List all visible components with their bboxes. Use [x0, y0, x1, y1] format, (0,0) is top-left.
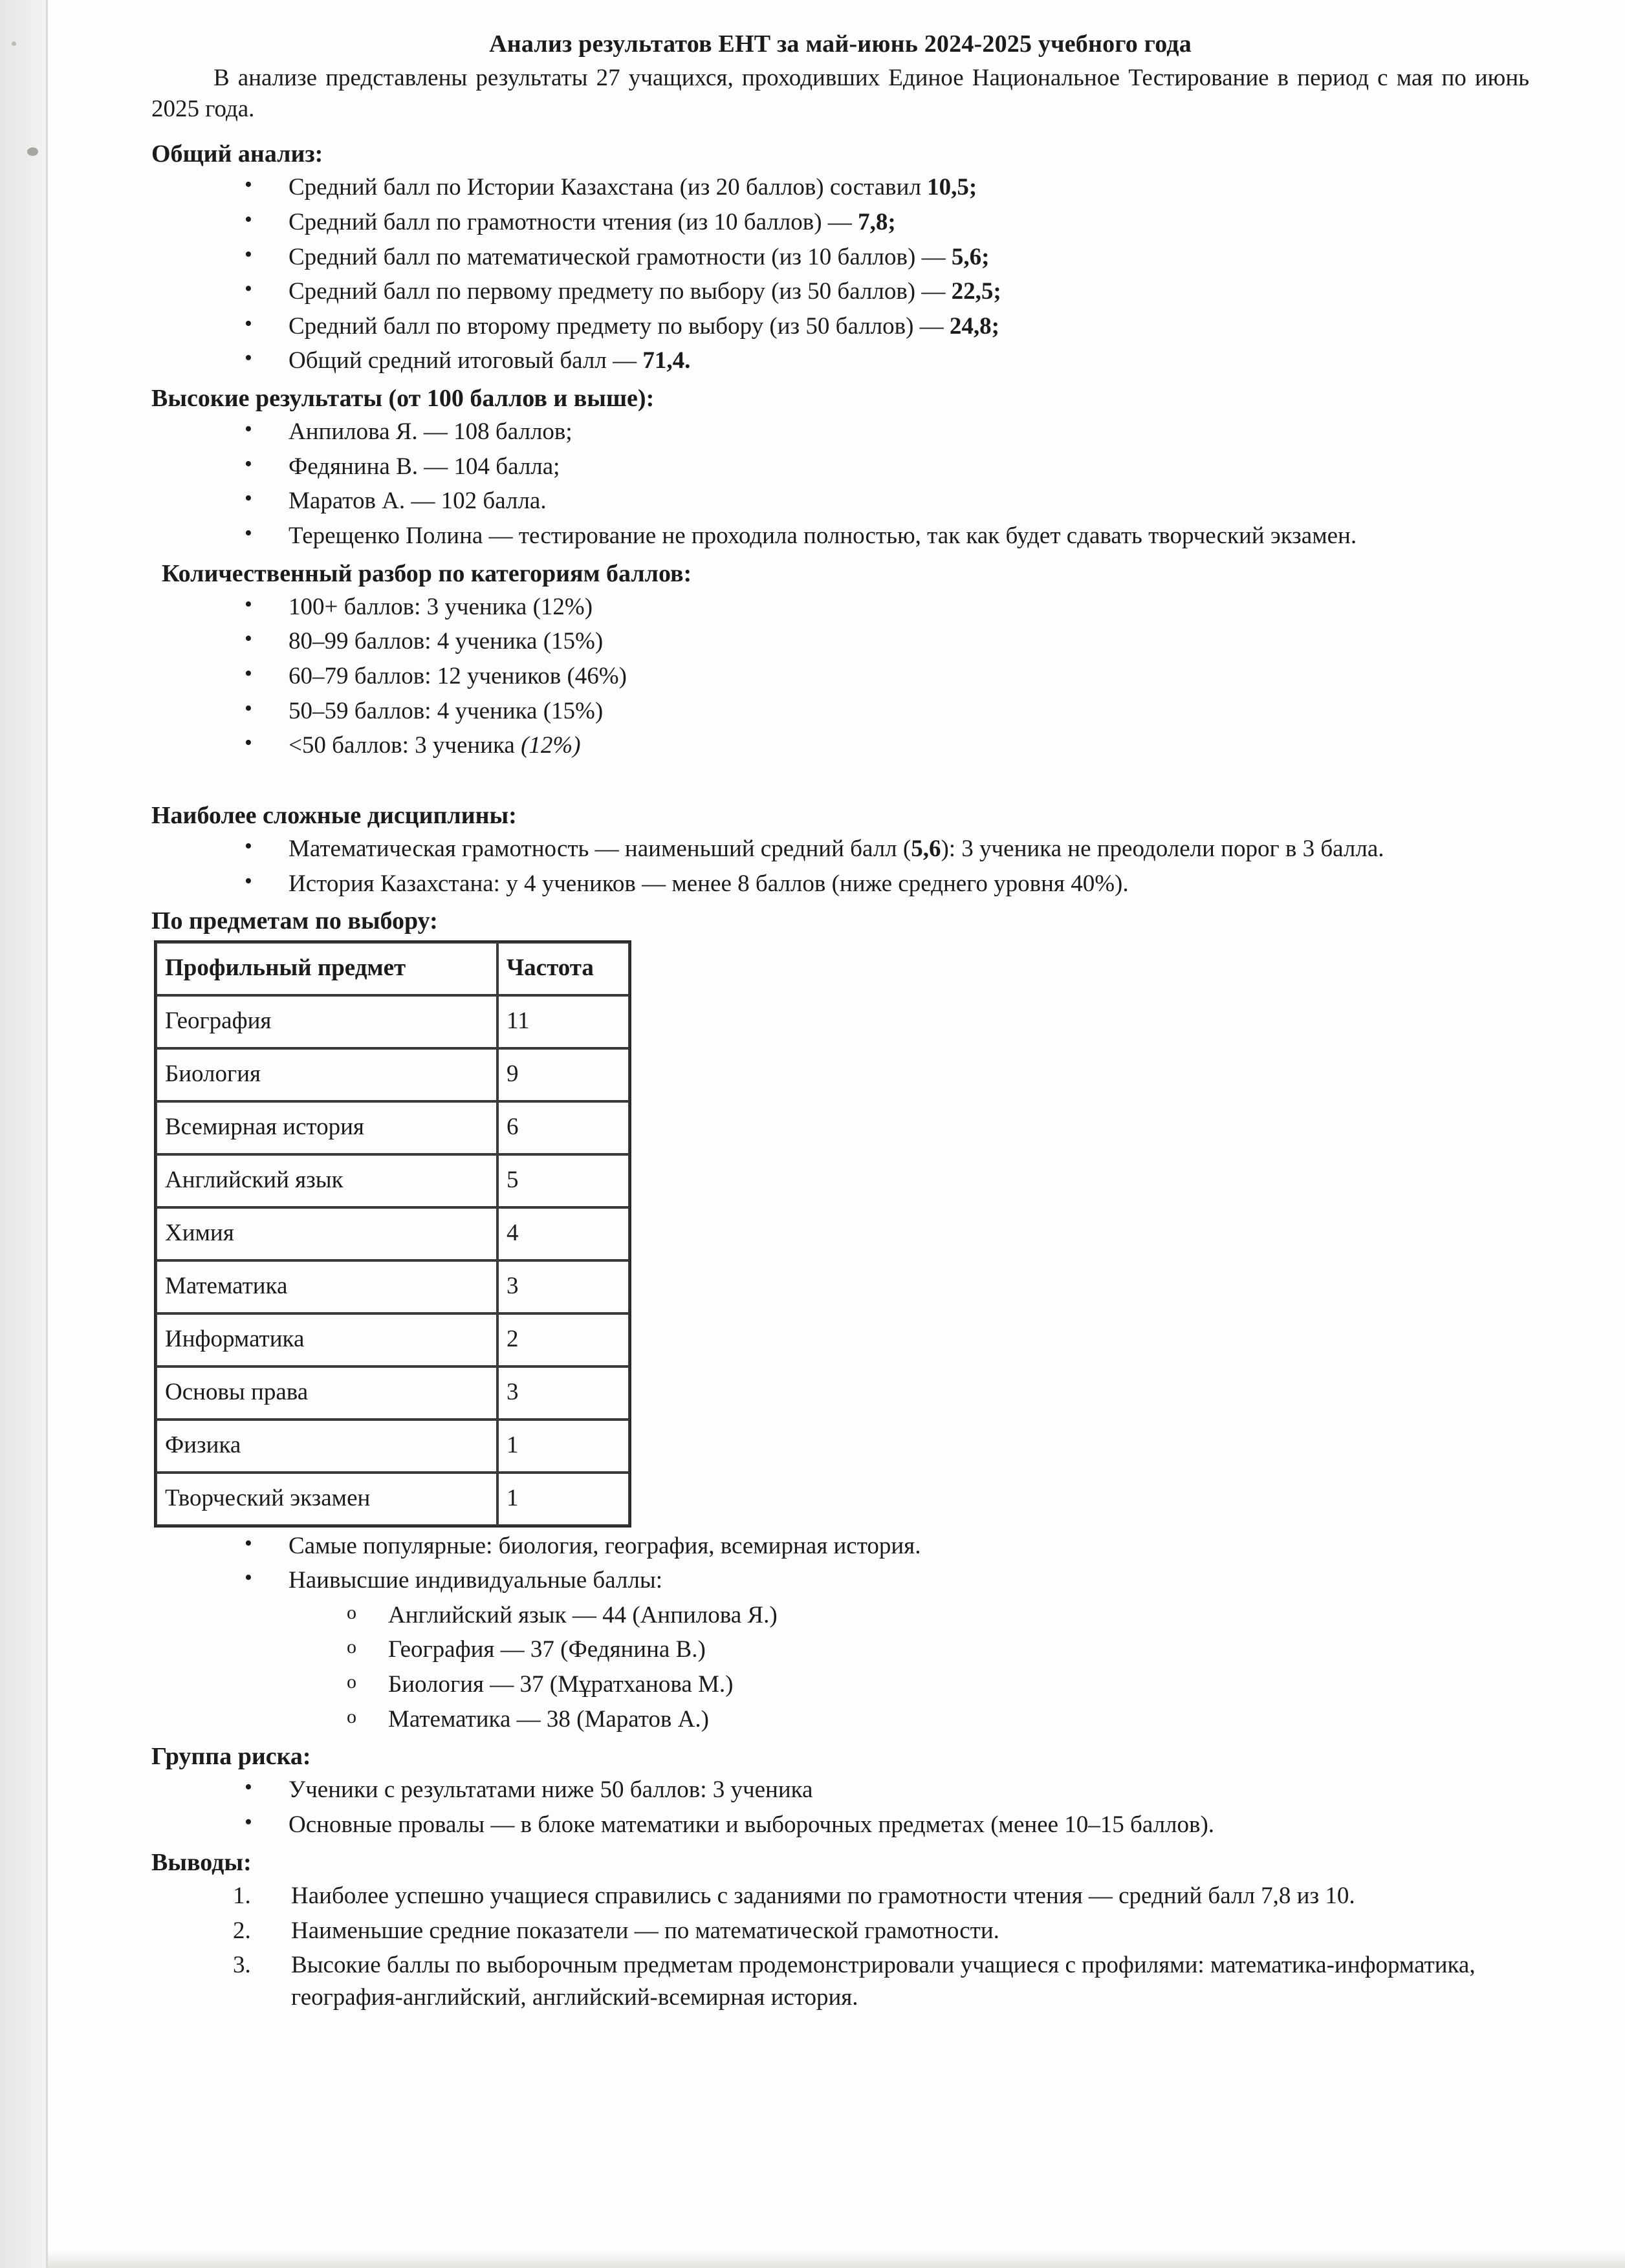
table-row [156, 1473, 629, 1526]
cell-subject: Биология [156, 1048, 497, 1101]
list-item: • 60–79 баллов: 12 учеников (46%) [151, 660, 1529, 693]
list-item: • История Казахстана: у 4 учеников — менее 8 баллов (ниже среднего уровня 40%). [151, 868, 1529, 900]
list-item: • 100+ баллов: 3 ученика (12%) [151, 591, 1529, 623]
bullet-value: 5,6 [911, 836, 941, 863]
bullet-text: Средний балл по первому предмету по выбору (из 50 баллов) — [289, 278, 952, 305]
bullet-text: Средний балл по математической грамотности (из 10 баллов) — [289, 243, 952, 270]
list-item: • Федянина В. — 104 балла; [151, 451, 1529, 483]
table-row [156, 1207, 629, 1260]
conclusions-list [151, 1880, 1529, 2013]
list-item [151, 241, 1529, 274]
risk-group-list [151, 1774, 1529, 1841]
section-heading-score-categories: Количественный разбор по категориям баллов: [162, 559, 692, 587]
bullet-text: Средний балл по второму предмету по выбору (из 50 баллов) — [289, 312, 950, 340]
list-item: o География — 37 (Федянина В.) [151, 1634, 1529, 1666]
list-item: • 50–59 баллов: 4 ученика (15%) [151, 695, 1529, 728]
column-header-subject: Профильный предмет [156, 942, 497, 995]
hardest-subjects-list [151, 833, 1529, 900]
cell-subject: Основы права [156, 1366, 497, 1420]
list-item [151, 1880, 1529, 1912]
list-item [151, 833, 1529, 865]
list-item: • 80–99 баллов: 4 ученика (15%) [151, 625, 1529, 658]
section-heading-general-analysis: Общий анализ: [151, 140, 323, 168]
table-row [156, 1420, 629, 1473]
bullet-percent-italic: (12%) [521, 732, 581, 759]
list-marker: 2. [233, 1917, 251, 1944]
list-marker: 1. [233, 1882, 251, 1909]
bullet-text: Общий средний итоговый балл — [289, 347, 643, 374]
list-item: o Математика — 38 (Маратов А.) [151, 1703, 1529, 1736]
table-row [156, 1101, 629, 1154]
list-item [151, 345, 1529, 377]
cell-subject: Творческий экзамен [156, 1473, 497, 1526]
bullet-text: <50 баллов: 3 ученика [289, 732, 521, 759]
bullet-value: 10,5; [927, 174, 977, 201]
bullet-text: Математическая грамотность — наименьший средний балл ( [289, 836, 911, 863]
list-item: • Самые популярные: биология, география, всемирная история. [151, 1530, 1529, 1562]
scan-left-edge-artifact [0, 0, 48, 2268]
table-row [156, 1313, 629, 1366]
cell-subject: География [156, 995, 497, 1048]
bullet-value: 5,6; [951, 243, 990, 270]
list-item [151, 206, 1529, 239]
list-item-text: Наиболее успешно учащиеся справились с заданиями по грамотности чтения — средний балл 7,8 из 10. [291, 1882, 1355, 1909]
scan-speck-artifact [12, 41, 16, 46]
cell-frequency: 1 [497, 1420, 629, 1473]
table-row [156, 995, 629, 1048]
list-item [151, 729, 1529, 762]
list-item [151, 1915, 1529, 1947]
list-item: • Терещенко Полина — тестирование не проходила полностью, так как будет сдавать творческий экзамен. [151, 520, 1529, 552]
table-row [156, 1260, 629, 1313]
table-header-row [156, 942, 629, 995]
bullet-text-tail: ): 3 ученика не преодолели порог в 3 балла. [941, 836, 1384, 863]
list-item: • Анпилова Я. — 108 баллов; [151, 416, 1529, 448]
list-marker: 3. [233, 1952, 251, 1979]
cell-frequency: 1 [497, 1473, 629, 1526]
document-sheet [48, 0, 1625, 2268]
cell-subject: Всемирная история [156, 1101, 497, 1154]
table-row [156, 1154, 629, 1207]
list-item: • Основные провалы — в блоке математики и выборочных предметах (менее 10–15 баллов). [151, 1809, 1529, 1841]
score-categories-list [151, 591, 1529, 762]
bullet-value: 71,4. [642, 347, 691, 374]
elective-subjects-frequency-table [154, 940, 631, 1528]
list-item: o Биология — 37 (Мұратханова М.) [151, 1669, 1529, 1701]
cell-frequency: 6 [497, 1101, 629, 1154]
cell-subject: Информатика [156, 1313, 497, 1366]
list-item: • Маратов А. — 102 балла. [151, 485, 1529, 517]
list-item: • Ученики с результатами ниже 50 баллов: 3 ученика [151, 1774, 1529, 1806]
list-item-text: Высокие баллы по выборочным предметам продемонстрировали учащиеся с профилями: математика-информатика, география-английский, английский-всемирная история. [291, 1952, 1476, 2011]
section-heading-elective-subjects: По предметам по выбору: [151, 907, 438, 935]
scan-bottom-edge-artifact [48, 2251, 1625, 2268]
cell-subject: Английский язык [156, 1154, 497, 1207]
document-content [151, 30, 1529, 2016]
cell-frequency: 5 [497, 1154, 629, 1207]
intro-paragraph: В анализе представлены результаты 27 учащихся, проходивших Единое Национальное Тестирование в период с мая по июнь 2025 года. [151, 64, 1529, 122]
elective-subjects-table-wrap [154, 940, 1529, 1528]
cell-subject: Химия [156, 1207, 497, 1260]
cell-frequency: 3 [497, 1366, 629, 1420]
bullet-value: 22,5; [951, 278, 1001, 305]
page-title: Анализ результатов ЕНТ за май-июнь 2024-2025 учебного года [489, 30, 1192, 58]
section-heading-risk-group: Группа риска: [151, 1743, 311, 1771]
list-item: • Наивысшие индивидуальные баллы: [151, 1564, 1529, 1597]
elective-notes-list [151, 1530, 1529, 1735]
cell-frequency: 2 [497, 1313, 629, 1366]
table-row [156, 1048, 629, 1101]
cell-frequency: 9 [497, 1048, 629, 1101]
cell-frequency: 4 [497, 1207, 629, 1260]
column-header-frequency: Частота [497, 942, 629, 995]
list-item [151, 310, 1529, 343]
bullet-text: Средний балл по грамотности чтения (из 10 баллов) — [289, 208, 858, 235]
section-heading-conclusions: Выводы: [151, 1848, 252, 1876]
list-item-text: Наименьшие средние показатели — по математической грамотности. [291, 1917, 999, 1944]
bullet-value: 24,8; [949, 312, 999, 340]
list-item [151, 1949, 1529, 2013]
section-heading-high-results: Высокие результаты (от 100 баллов и выше): [151, 384, 655, 412]
scan-speck-artifact [27, 147, 38, 156]
cell-frequency: 11 [497, 995, 629, 1048]
cell-subject: Физика [156, 1420, 497, 1473]
list-item: o Английский язык — 44 (Анпилова Я.) [151, 1599, 1529, 1632]
list-item [151, 275, 1529, 308]
bullet-value: 7,8; [858, 208, 896, 235]
section-heading-hardest-subjects: Наиболее сложные дисциплины: [151, 801, 517, 829]
high-results-list [151, 416, 1529, 552]
bullet-text: Средний балл по Истории Казахстана (из 20 баллов) составил [289, 174, 928, 201]
list-item [151, 171, 1529, 204]
table-row [156, 1366, 629, 1420]
general-analysis-list [151, 171, 1529, 376]
cell-subject: Математика [156, 1260, 497, 1313]
cell-frequency: 3 [497, 1260, 629, 1313]
